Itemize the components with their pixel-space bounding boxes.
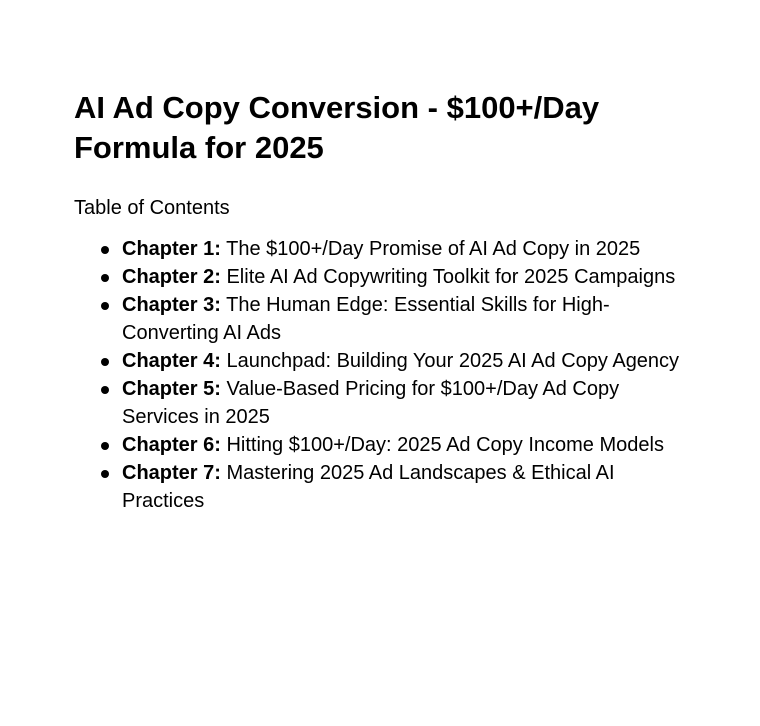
chapter-title: Elite AI Ad Copywriting Toolkit for 2025 Campaigns bbox=[226, 266, 676, 288]
chapter-title: Value-Based Pricing for $100+/Day Ad Copy Services in 2025 bbox=[122, 378, 620, 428]
chapter-label: Chapter 6: bbox=[122, 434, 221, 456]
chapter-label: Chapter 7: bbox=[122, 462, 221, 484]
chapter-label: Chapter 4: bbox=[122, 350, 221, 372]
chapter-label: Chapter 1: bbox=[122, 238, 221, 260]
chapter-title: The $100+/Day Promise of AI Ad Copy in 2025 bbox=[226, 238, 641, 260]
chapter-title: Hitting $100+/Day: 2025 Ad Copy Income Models bbox=[226, 434, 664, 456]
toc-heading: Table of Contents bbox=[74, 197, 230, 219]
toc-item-chapter-6 bbox=[122, 431, 694, 459]
toc-item-chapter-7 bbox=[122, 459, 694, 515]
chapter-label: Chapter 2: bbox=[122, 266, 221, 288]
chapter-label: Chapter 5: bbox=[122, 378, 221, 400]
toc-list bbox=[74, 235, 694, 515]
chapter-label: Chapter 3: bbox=[122, 294, 221, 316]
chapter-title: Launchpad: Building Your 2025 AI Ad Copy Agency bbox=[226, 350, 680, 372]
document-page bbox=[74, 88, 694, 515]
toc-item-chapter-5 bbox=[122, 375, 694, 431]
chapter-title: The Human Edge: Essential Skills for High-Converting AI Ads bbox=[122, 294, 610, 344]
toc-item-chapter-1 bbox=[122, 235, 694, 263]
toc-item-chapter-2 bbox=[122, 263, 694, 291]
toc-item-chapter-4 bbox=[122, 347, 694, 375]
document-title: AI Ad Copy Conversion - $100+/Day Formula for 2025 bbox=[74, 90, 600, 165]
chapter-title: Mastering 2025 Ad Landscapes & Ethical AI Practices bbox=[122, 462, 615, 512]
toc-item-chapter-3 bbox=[122, 291, 694, 347]
